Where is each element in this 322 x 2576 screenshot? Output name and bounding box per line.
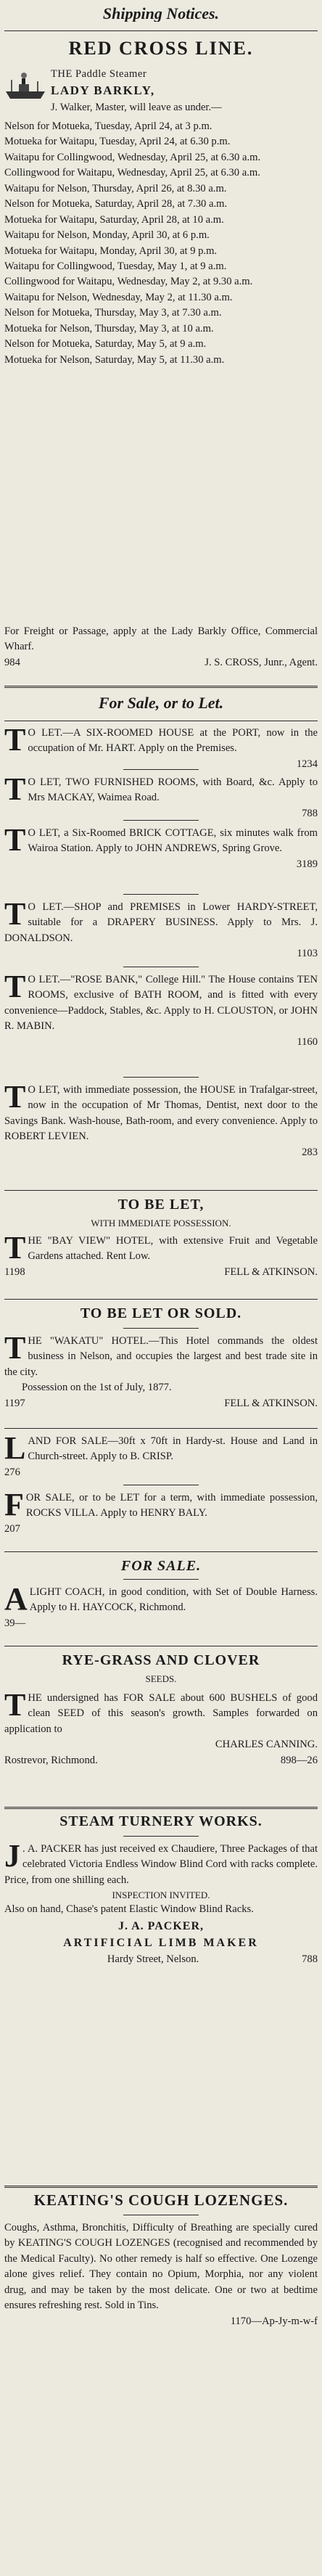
rule	[123, 1328, 199, 1329]
ad-text: O LET, TWO FURNISHED ROOMS, with Board, &c. Apply to Mrs MACKAY, Waimea Road.	[28, 776, 318, 804]
drop-cap: T	[4, 1083, 26, 1115]
rule	[123, 769, 199, 770]
drop-cap: T	[4, 826, 26, 858]
rule	[123, 1579, 199, 1580]
rule	[123, 1836, 199, 1837]
steamer-name: LADY BARKLY,	[51, 83, 155, 98]
ad-text: O LET.—SHOP and PREMISES in Lower HARDY-STREET, suitable for a DRAPERY BUSINESS. Apply to Mrs. J. DONALDSON.	[4, 901, 318, 944]
steamer-line: THE Paddle Steamer	[51, 68, 147, 80]
ad-text: O LET.—"ROSE BANK," College Hill." The House contains TEN ROOMS, exclusive of BATH ROOM, and is fitted with every convenience—Paddock, Stables, &c. Apply to H. CLOUSTON, or JOHN R. MABIN.	[4, 974, 318, 1033]
ad-rye-grass-seed	[4, 1691, 318, 1768]
red-cross-line-title: RED CROSS LINE.	[68, 39, 254, 58]
steamship-icon	[4, 70, 46, 102]
ad-ref: 1234	[296, 758, 318, 770]
ad-ref: 1198	[4, 1266, 25, 1278]
ad-ref: 276	[4, 1466, 20, 1478]
ad-ref: 788	[302, 1953, 318, 1965]
rule	[4, 2186, 318, 2188]
ad-text: HE "WAKATU" HOTEL.—This Hotel commands the oldest business in Nelson, and occupies the largest and best trade site in the city.	[4, 1335, 318, 1378]
ad-signature: FELL & ATKINSON.	[224, 1397, 318, 1409]
ad-furnished-rooms	[4, 775, 318, 821]
sailing-item: Waitapu for Nelson, Thursday, April 26, at 8.30 a.m.	[4, 182, 227, 194]
ad-ref: 207	[4, 1522, 20, 1535]
shipping-heading: Shipping Notices.	[102, 6, 220, 22]
ad-ref: 898—26	[280, 1754, 318, 1766]
sailing-item: Motueka for Nelson, Thursday, May 3, at 10 a.m.	[4, 322, 214, 335]
ad-ref: 1103	[297, 948, 318, 960]
rule	[4, 1190, 318, 1191]
sailing-item: Waitapu for Nelson, Wednesday, May 2, at 11.30 a.m.	[4, 291, 233, 303]
ad-signature: FELL & ATKINSON.	[224, 1266, 318, 1278]
rule	[4, 1428, 318, 1429]
ad-text: O LET, a Six-Roomed BRICK COTTAGE, six minutes walk from Wairoa Station. Apply to JOHN ANDREWS, Spring Grove.	[28, 827, 318, 855]
sailing-item: Nelson for Motueka, Saturday, April 28, at 7.30 a.m.	[4, 198, 228, 210]
ad-text: AND FOR SALE—30ft x 70ft in Hardy-st. House and Land in Church-street. Apply to B. CRISP.	[28, 1435, 318, 1463]
sailing-item: Motueka for Waitapu, Tuesday, April 24, at 6.30 p.m.	[4, 136, 231, 148]
ad-light-coach	[4, 1585, 318, 1631]
ad-text: LIGHT COACH, in good condition, with Set of Double Harness. Apply to H. HAYCOCK, Richmond.	[29, 1586, 318, 1614]
drop-cap: T	[4, 972, 26, 1004]
drop-cap: J	[4, 1842, 20, 1874]
ad-ref: 984	[4, 656, 20, 668]
rule	[4, 1299, 318, 1300]
wakatu-title: TO BE LET OR SOLD.	[80, 1306, 242, 1321]
limb-maker-line: ARTIFICIAL LIMB MAKER	[63, 1937, 259, 1950]
ad-ref: 1160	[297, 1035, 318, 1048]
keating-heading: KEATING'S COUGH LOZENGES.	[33, 2193, 289, 2208]
ad-rocks-villa	[4, 1490, 318, 1537]
rule	[123, 820, 199, 821]
drop-cap: A	[4, 1585, 28, 1617]
drop-cap: F	[4, 1490, 24, 1522]
freight-notice	[4, 624, 318, 670]
sailing-item: Nelson for Motueka, Thursday, May 3, at 7.30 a.m.	[4, 307, 222, 319]
ad-ref: 283	[302, 1146, 318, 1158]
sailing-item: Collingwood for Waitapu, Wednesday, May 2, at 9.30 a.m.	[4, 276, 253, 288]
sailings-list	[4, 119, 318, 368]
ad-text: O LET, with immediate possession, the HOUSE in Trafalgar-street, now in the occupation of Mr Thomas, Dentist, next door to the Savings Bank. Wash-house, Bath-room, and every convenience. Apply to ROBERT LEVIEN.	[4, 1084, 318, 1143]
ad-place: Rostrevor, Richmond.	[4, 1754, 98, 1766]
ad-shop-premises	[4, 900, 318, 962]
bayview-subtitle: WITH IMMEDIATE POSSESSION.	[91, 1218, 231, 1228]
rule	[4, 30, 318, 31]
sailing-item: Collingwood for Waitapu, Wednesday, April 25, at 6.30 a.m.	[4, 167, 260, 179]
sailing-item: Nelson for Motueka, Tuesday, April 24, at 3 p.m.	[4, 120, 212, 132]
forsale-heading: For Sale, or to Let.	[98, 695, 224, 711]
master-line: J. Walker, Master, will leave as under.—	[51, 102, 222, 114]
sailing-item: Waitapu for Collingwood, Tuesday, May 1, at 9 a.m.	[4, 260, 227, 272]
drop-cap: L	[4, 1434, 26, 1466]
sailing-item: Waitapu for Nelson, Monday, April 30, at 6 p.m.	[4, 229, 210, 242]
seeds-heading: RYE-GRASS AND CLOVER	[62, 1653, 260, 1668]
ad-land-for-sale	[4, 1434, 318, 1480]
ad-text: O LET.—A SIX-ROOMED HOUSE at the PORT, now in the occupation of Mr. HART. Apply on the Premises.	[28, 727, 318, 755]
ad-ref: 3189	[296, 858, 318, 870]
sailing-item: Motueka for Waitapu, Monday, April 30, at 9 p.m.	[4, 245, 218, 257]
ad-ref: 39—	[4, 1617, 26, 1629]
ad-house-port	[4, 726, 318, 772]
ad-text: HE undersigned has FOR SALE about 600 BUSHELS of good clean SEED of this season's growth. Samples forwarded on application to	[4, 1692, 318, 1735]
ad-address: Hardy Street, Nelson.	[107, 1953, 199, 1965]
ad-brick-cottage	[4, 826, 318, 872]
ad-bay-view-hotel	[4, 1234, 318, 1280]
drop-cap: T	[4, 1234, 26, 1266]
rule	[4, 1807, 318, 1809]
rule	[4, 1551, 318, 1552]
ad-keating-lozenges	[4, 2220, 318, 2329]
drop-cap: T	[4, 1334, 26, 1366]
ad-ref: 788	[302, 807, 318, 819]
rule	[123, 1077, 199, 1078]
ad-text: HE "BAY VIEW" HOTEL, with extensive Fruit and Vegetable Gardens attached. Rent Low.	[28, 1235, 318, 1263]
ad-text: . A. PACKER has just received ex Chaudiere, Three Packages of that celebrated Victoria Endless Window Blind Cord with racks complete. Price, from one shilling each.	[4, 1843, 318, 1886]
lady-barkly-notice	[4, 67, 318, 116]
drop-cap: T	[4, 900, 26, 932]
drop-cap: T	[4, 1691, 26, 1723]
ad-wakatu-hotel	[4, 1334, 318, 1411]
seeds-subheading: SEEDS.	[145, 1673, 177, 1684]
agent-signature: J. S. CROSS, Junr., Agent.	[205, 656, 318, 668]
bayview-title: TO BE LET,	[117, 1197, 205, 1212]
rule	[123, 894, 199, 895]
ad-rose-bank	[4, 972, 318, 1050]
drop-cap: T	[4, 775, 26, 807]
possession-note: Possession on the 1st of July, 1877.	[22, 1382, 172, 1394]
also-note: Also on hand, Chase's patent Elastic Window Blind Racks.	[4, 1903, 254, 1916]
freight-text: For Freight or Passage, apply at the Lady Barkly Office, Commercial Wharf.	[4, 625, 318, 653]
coach-heading: FOR SALE.	[120, 1559, 202, 1573]
ad-text: OR SALE, or to be LET for a term, with immediate possession, ROCKS VILLA. Apply to HENRY BALY.	[25, 1492, 318, 1519]
ad-ref: 1197	[4, 1397, 25, 1409]
ad-ref: 1170—Ap-Jy-m-w-f	[230, 2315, 318, 2327]
ad-trafalgar-house	[4, 1083, 318, 1160]
ad-signature: CHARLES CANNING.	[215, 1739, 318, 1751]
sailing-item: Motueka for Waitapu, Saturday, April 28, at 10 a.m.	[4, 213, 224, 226]
sailing-item: Nelson for Motueka, Saturday, May 5, at 9 a.m.	[4, 338, 207, 350]
turnery-heading: STEAM TURNERY WORKS.	[59, 1814, 263, 1829]
drop-cap: T	[4, 726, 26, 758]
ad-signature: J. A. PACKER,	[117, 1919, 205, 1932]
inspection-note: INSPECTION INVITED.	[112, 1890, 210, 1901]
rule	[4, 686, 318, 688]
ad-steam-turnery	[4, 1842, 318, 1967]
sailing-item: Motueka for Nelson, Saturday, May 5, at 11.30 a.m.	[4, 353, 225, 366]
ad-text: Coughs, Asthma, Bronchitis, Difficulty of Breathing are specially cured by KEATING'S COUGH LOZENGES (recognised and recommended by the Medical Faculty). No other remedy is half so effective. One Lozenge alone gives relief. They contain no Opium, Morphia, nor any violent drug, and may be taken by the most delicate. One or two at bedtime ensures refreshing rest. Sold in Tins.	[4, 2222, 318, 2312]
sailing-item: Waitapu for Collingwood, Wednesday, April 25, at 6.30 a.m.	[4, 151, 261, 163]
